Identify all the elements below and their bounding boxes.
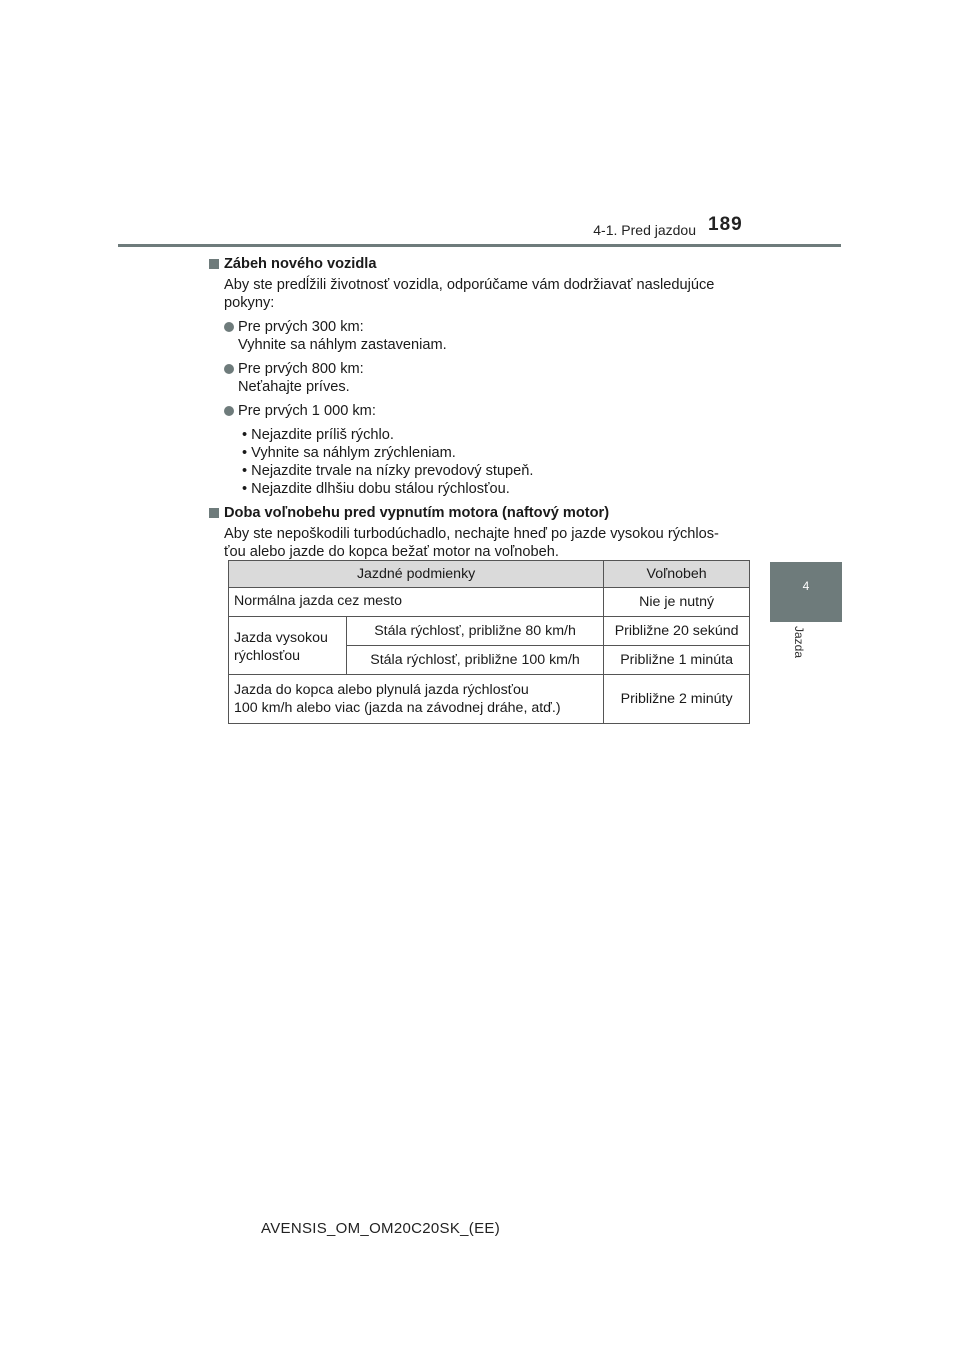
- list-item: Pre prvých 300 km: Vyhnite sa náhlym zastaveniam.: [209, 318, 754, 354]
- circle-bullet-icon: [224, 406, 234, 416]
- sub-list-item: • Nejazdite trvale na nízky prevodový stupeň.: [242, 463, 534, 479]
- list-item: Pre prvých 800 km: Neťahajte príves.: [209, 360, 754, 396]
- list-item: Pre prvých 1 000 km:: [209, 402, 754, 420]
- sub-list-item: • Nejazdite príliš rýchlo.: [242, 427, 394, 443]
- table-cell: Nie je nutný: [604, 588, 750, 617]
- table-cell: Približne 20 sekúnd: [604, 617, 750, 646]
- table-cell: Približne 1 minúta: [604, 646, 750, 675]
- table-cell: Približne 2 minúty: [604, 675, 750, 724]
- table-cell: Jazda do kopca alebo plynulá jazda rýchlosťou 100 km/h alebo viac (jazda na závodnej dráhe, atď.): [229, 675, 604, 724]
- header-divider: [118, 244, 841, 247]
- table-header-row: [229, 561, 750, 588]
- table-cell: Normálna jazda cez mesto: [229, 588, 604, 617]
- document-code: AVENSIS_OM_OM20C20SK_(EE): [261, 1220, 500, 1237]
- idle-intro: Aby ste nepoškodili turbodúchadlo, nechajte hneď po jazde vysokou rýchlos- ťou alebo jazde do kopca bežať motor na voľnobeh.: [224, 526, 719, 560]
- sub-list: [209, 426, 754, 498]
- sub-list-item: • Vyhnite sa náhlym zrýchleniam.: [242, 445, 456, 461]
- chapter-label: Jazda: [792, 626, 806, 659]
- page-number: 189: [708, 214, 743, 235]
- table-header-cell: Voľnobeh: [604, 561, 750, 588]
- table-row: [229, 675, 750, 724]
- table-cell: Stála rýchlosť, približne 100 km/h: [346, 646, 603, 675]
- sub-list-item: • Nejazdite dlhšiu dobu stálou rýchlosťou.: [242, 481, 510, 497]
- section-heading-idle: Doba voľnobehu pred vypnutím motora (naftový motor): [209, 504, 754, 522]
- table-row: [229, 617, 750, 646]
- table-row: [229, 588, 750, 617]
- square-bullet-icon: [209, 508, 219, 518]
- square-bullet-icon: [209, 259, 219, 269]
- page-content: [209, 255, 754, 567]
- section-title: 4-1. Pred jazdou: [593, 222, 696, 238]
- section-heading-break-in: Zábeh nového vozidla: [209, 255, 754, 273]
- idle-time-table: [228, 560, 750, 724]
- break-in-intro: Aby ste predĺžili životnosť vozidla, odporúčame vám dodržiavať nasledujúce pokyny:: [224, 277, 715, 311]
- circle-bullet-icon: [224, 364, 234, 374]
- chapter-tab[interactable]: 4: [770, 562, 842, 622]
- table-header-cell: Jazdné podmienky: [229, 561, 604, 588]
- table-cell: Stála rýchlosť, približne 80 km/h: [346, 617, 603, 646]
- table-cell: Jazda vysokou rýchlosťou: [229, 617, 347, 675]
- circle-bullet-icon: [224, 322, 234, 332]
